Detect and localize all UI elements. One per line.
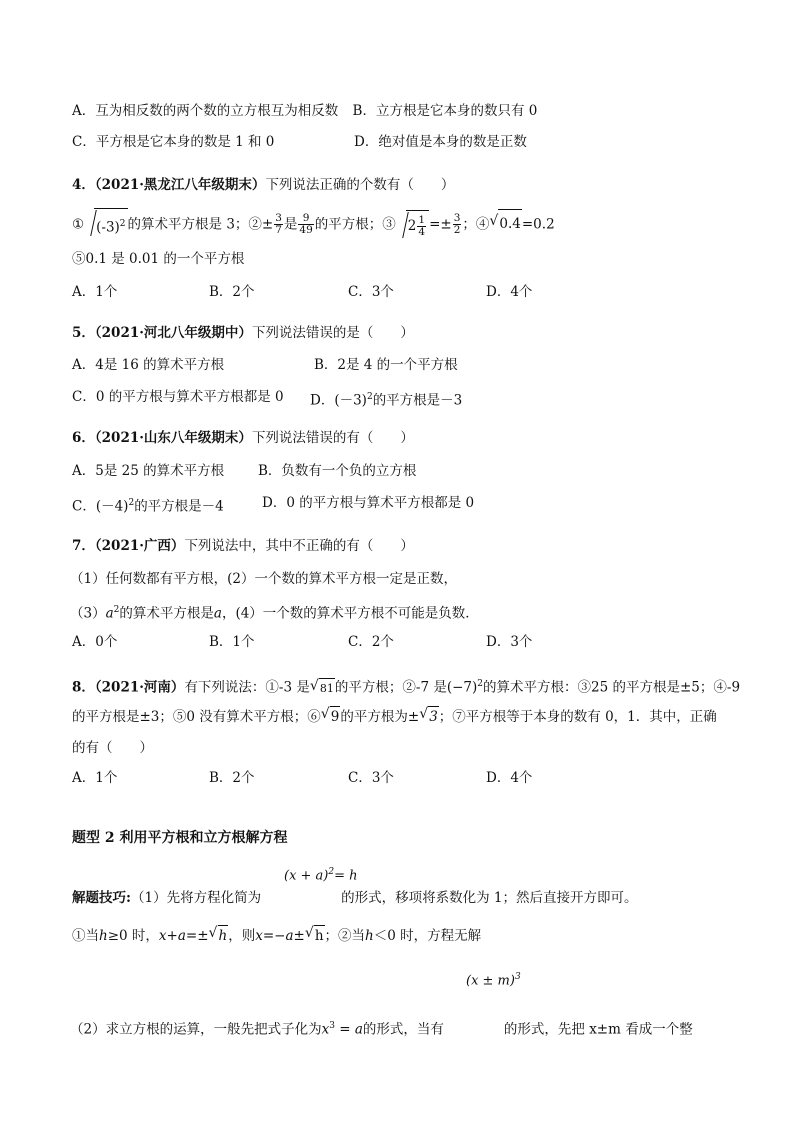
q8-option-d[interactable]: D．4个: [486, 770, 533, 786]
tips-cond-2: ≥0 时，: [107, 928, 159, 944]
q6-option-c-text: C．(－4): [72, 498, 129, 515]
q8-power-base: (−7): [446, 679, 478, 696]
q7-source: （2021·广西）: [94, 538, 185, 554]
q8-option-b[interactable]: B．2个: [209, 770, 255, 786]
q7-statement-2: [70, 600, 479, 624]
q4-fraction-4-num: 3: [453, 212, 461, 225]
q3-row-1: [72, 101, 537, 121]
q8-number: 8．: [72, 679, 95, 696]
q3-option-d[interactable]: D．绝对值是本身的数是正数: [354, 134, 527, 150]
q7-statement-1: （1）任何数都有平方根，(2）一个数的算术平方根一定是正数，: [70, 571, 457, 587]
tips-text-2: 的形式，移项将系数化为 1；然后直接开方即可。: [341, 890, 638, 906]
q8-power-exponent: 2: [477, 679, 484, 689]
q4-fraction-4-den: 2: [453, 224, 461, 237]
q4-sqrt-3: [396, 210, 429, 240]
tips-line-3: [70, 1016, 693, 1040]
cube-rhs: = a: [334, 1021, 363, 1038]
q4-option-a[interactable]: A．1个: [72, 284, 118, 300]
q8-line-2: [72, 706, 717, 727]
q4-s4-text: ；④: [462, 216, 490, 233]
tips-no-solution: ＜0 时，方程无解: [373, 928, 482, 944]
q6-option-c-exponent: 2: [128, 498, 135, 508]
q4-s1-text: 的算术平方根是 3；②±: [127, 216, 274, 233]
q6-number: 6．: [72, 430, 95, 446]
q4-s2-text: 是: [283, 216, 298, 233]
q7-var-a-2: a: [213, 605, 222, 622]
q4-s1-marker: ①: [72, 216, 85, 233]
q4-sqrt-3-whole: 2: [407, 217, 417, 234]
q4-fraction-2-num: 9: [298, 213, 313, 225]
q7-var-a: a: [105, 605, 114, 622]
sqrt-h-2: [306, 925, 325, 946]
q8-line-1: [72, 674, 740, 699]
q6-option-d[interactable]: D．0 的平方根与算术平方根都是 0: [262, 495, 475, 511]
q5-option-d-text: D．(－3): [310, 392, 367, 409]
q8-option-a[interactable]: A．1个: [72, 770, 118, 786]
q4-sqrt-1: [84, 208, 127, 242]
tips-line-1: [72, 888, 637, 908]
tips-label: 解题技巧:: [72, 890, 131, 906]
q6-option-c-tail: 的平方根是－4: [134, 498, 224, 515]
q8-sqrt-3-radicand: 3: [428, 706, 439, 727]
q4-fraction-1-num: 3: [275, 212, 282, 225]
q8-source: （2021·河南）: [94, 679, 185, 696]
q4-fraction-3-den: 4: [418, 225, 426, 238]
q4-fraction-2: [298, 213, 313, 236]
var-h-2: h: [365, 928, 374, 944]
q5-option-d[interactable]: [310, 387, 462, 411]
sqrt-h-1-radicand: h: [218, 925, 229, 946]
q8-text-2: 的平方根；②-7 是: [334, 679, 447, 696]
q4-sqrt-1-exponent: 2: [119, 219, 126, 229]
q8-sqrt-81-radicand: 81: [319, 678, 335, 699]
q5-number: 5．: [72, 325, 95, 341]
q7-number: 7．: [72, 538, 95, 554]
q5-option-d-tail: 的平方根是－3: [372, 392, 463, 409]
var-x-cube: x: [321, 1021, 330, 1038]
q4-s4-tail: =0.2: [521, 216, 555, 233]
q8-sqrt-81: [311, 678, 335, 699]
tips-cond-3: ；②当: [324, 928, 366, 944]
q3-option-b[interactable]: B．立方根是它本身的数只有 0: [352, 103, 538, 119]
tips-cube-text-2: 的形式，当有: [362, 1021, 444, 1038]
q8-line-3: 的有（ ）: [72, 740, 153, 756]
sqrt-h-2-radicand: h: [314, 925, 325, 946]
q6-stem-text: 下列说法错误的有（ ）: [251, 430, 414, 446]
q5-stem: [72, 323, 414, 343]
q8-text-4: 的平方根是±3；⑤0 没有算术平方根；⑥: [72, 709, 321, 725]
q4-s2-tail: 的平方根；③: [314, 216, 396, 233]
equation-square-rhs: = h: [334, 868, 358, 884]
q5-option-d-exponent: 2: [366, 392, 373, 402]
q4-fraction-4: [453, 213, 462, 236]
q5-source: （2021·河北八年级期中）: [94, 325, 252, 341]
q4-fraction-2-den: 49: [299, 224, 313, 237]
q4-option-c[interactable]: C．3个: [348, 284, 394, 300]
equation-square-exponent: 2: [328, 867, 335, 877]
var-x: x: [255, 928, 263, 944]
q4-source: （2021·黑龙江八年级期末）: [94, 177, 266, 193]
q4-fraction-1-den: 7: [275, 224, 282, 237]
q4-stem-text: 下列说法正确的个数有（ ）: [265, 177, 455, 193]
q7-option-a[interactable]: A．0个: [72, 634, 118, 650]
q6-option-b[interactable]: B．负数有一个负的立方根: [258, 463, 417, 479]
q4-s3-text: =±: [429, 216, 452, 233]
equation-square-base: (x + a): [284, 868, 329, 884]
tips-eq-pm: =±: [185, 928, 209, 944]
q5-option-b[interactable]: B．2是 4 的一个平方根: [314, 357, 458, 373]
q4-sqrt-4: [490, 209, 521, 238]
sqrt-h-1: [210, 925, 229, 946]
var-a: a: [285, 928, 294, 944]
q4-stem: [72, 175, 454, 195]
section-2-title: 题型 2 利用平方根和立方根解方程: [72, 830, 288, 846]
tips-cube-text-3: 的形式，先把 x±m 看成一个整: [503, 1021, 693, 1038]
q7-option-d[interactable]: D．3个: [486, 634, 533, 650]
q3-option-c[interactable]: C．平方根是它本身的数是 1 和 0: [72, 134, 275, 150]
q8-sqrt-3: [420, 706, 439, 727]
tips-line-2: [72, 925, 481, 946]
q4-sqrt-4-radicand: 0.4: [498, 209, 521, 238]
q6-source: （2021·山东八年级期末）: [94, 430, 252, 446]
q4-fraction-1: [274, 213, 283, 236]
q4-option-d[interactable]: D．4个: [486, 284, 533, 300]
q5-stem-text: 下列说法错误的是（ ）: [251, 325, 414, 341]
q6-stem: [72, 428, 414, 448]
q7-exponent: 2: [113, 605, 120, 615]
equation-cube-exponent: 3: [514, 972, 521, 982]
cube-exponent: 3: [329, 1021, 335, 1031]
q7-stem: [72, 536, 414, 556]
q4-sqrt-1-radicand: (-3): [96, 219, 120, 236]
equation-cube-form: [466, 972, 521, 988]
q6-option-a[interactable]: A．5是 25 的算术平方根: [72, 463, 225, 479]
q8-sqrt-9: [322, 706, 341, 727]
tips-cond-1: ①当: [72, 928, 99, 944]
q5-option-a[interactable]: A．4是 16 的算术平方根: [72, 357, 225, 373]
q4-number: 4．: [72, 177, 95, 193]
q8-sqrt-9-radicand: 9: [330, 706, 341, 727]
q8-text-3: 的算术平方根：③25 的平方根是±5；④-9: [483, 679, 741, 696]
q7-option-c[interactable]: C．2个: [348, 634, 394, 650]
q3-option-a[interactable]: A．互为相反数的两个数的立方根互为相反数: [72, 103, 339, 119]
tips-then: ，则: [228, 928, 256, 944]
tips-pm: ±: [293, 928, 305, 944]
var-h-1: h: [99, 928, 108, 944]
tips-cube-text-1: （2）求立方根的运算，一般先把式子化为: [70, 1021, 322, 1038]
q7-s4-text: ，(4）一个数的算术平方根不可能是负数．: [221, 605, 479, 622]
q8-text-6: ；⑦平方根等于本身的数有 0，1．其中，正确: [438, 709, 717, 725]
q4-fraction-3: [417, 215, 426, 238]
q4-statement-5: ⑤0.1 是 0.01 的一个平方根: [72, 251, 245, 267]
q4-option-b[interactable]: B．2个: [209, 284, 255, 300]
q7-s3-marker: （3）: [70, 605, 106, 622]
tips-text-1: （1）先将方程化简为: [130, 890, 262, 906]
equation-square-form: [284, 867, 358, 883]
q5-option-c[interactable]: C．0 的平方根与算术平方根都是 0: [72, 389, 284, 405]
q4-statements: [72, 208, 555, 242]
expr-x-plus-a: x+a: [158, 928, 186, 944]
tips-eq-minus: =−: [262, 928, 286, 944]
q7-stem-text: 下列说法中，其中不正确的有（ ）: [184, 538, 414, 554]
q6-option-c[interactable]: [72, 493, 224, 517]
q7-option-b[interactable]: B．1个: [209, 634, 255, 650]
q8-option-c[interactable]: C．3个: [348, 770, 394, 786]
q8-text-1: 有下列说法：①-3 是: [184, 679, 310, 696]
q7-s3-text: 的算术平方根是: [119, 605, 214, 622]
q8-text-5: 的平方根为±: [340, 709, 420, 725]
equation-cube-base: (x ± m): [466, 973, 515, 989]
q4-fraction-3-num: 1: [418, 213, 426, 226]
